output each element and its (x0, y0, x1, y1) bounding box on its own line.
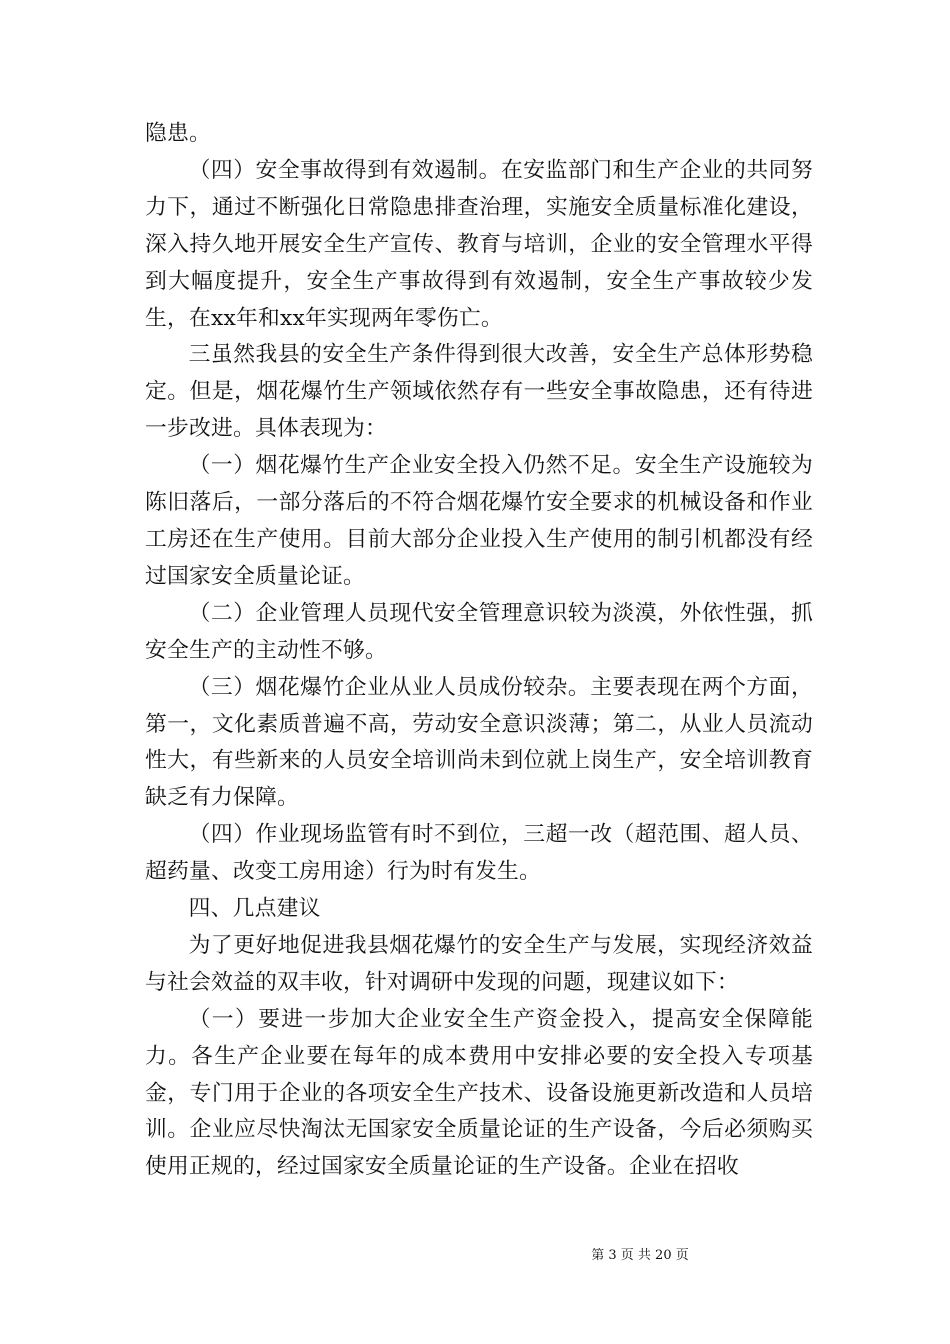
section-heading-suggestions: 四、几点建议 (188, 896, 321, 922)
paragraph-problem-supervision: （四）作业现场监管有时不到位，三超一改（超范围、超人员、超药量、改变工房用途）行为时有发生。 (145, 822, 813, 885)
paragraph-problem-management: （二）企业管理人员现代安全管理意识较为淡漠，外依性强，抓安全生产的主动性不够。 (145, 600, 813, 663)
paragraph-suggestion-investment: （一）要进一步加大企业安全生产资金投入，提高安全保障能力。各生产企业要在每年的成本费用中安排必要的安全投入专项基金，专门用于企业的各项安全生产技术、设备设施更新改造和人员培训。企业应尽快淘汰无国家安全质量论证的生产设备，今后必须购买使用正规的，经过国家安全质量论证的生产设备。企业在招收 (145, 1006, 813, 1180)
paragraph-accidents-contained: （四）安全事故得到有效遏制。在安监部门和生产企业的共同努力下，通过不断强化日常隐患排查治理，实施安全质量标准化建设，深入持久地开展安全生产宣传、教育与培训，企业的安全管理水平得到大幅度提升，安全生产事故得到有效遏制，安全生产事故较少发生，在xx年和xx年实现两年零伤亡。 (145, 157, 813, 331)
page-number: 第 3 页 共 20 页 (591, 1248, 689, 1263)
paragraph-suggestions-intro: 为了更好地促进我县烟花爆竹的安全生产与发展，实现经济效益与社会效益的双丰收，针对调研中发现的问题，现建议如下： (145, 932, 813, 995)
paragraph-hidden-danger-end: 隐患。 (145, 121, 211, 146)
paragraph-problem-personnel: （三）烟花爆竹企业从业人员成份较杂。主要表现在两个方面，第一，文化素质普遍不高，劳动安全意识淡薄；第二，从业人员流动性大，有些新来的人员安全培训尚未到位就上岗生产，安全培训教育缺乏有力保障。 (145, 674, 813, 811)
document-body (145, 116, 813, 1186)
paragraph-problem-investment: （一）烟花爆竹生产企业安全投入仍然不足。安全生产设施较为陈旧落后，一部分落后的不符合烟花爆竹安全要求的机械设备和作业工房还在生产使用。目前大部分企业投入生产使用的制引机都没有经过国家安全质量论证。 (145, 453, 813, 589)
page-footer (0, 1247, 950, 1265)
paragraph-overall-situation: 三虽然我县的安全生产条件得到很大改善，安全生产总体形势稳定。但是，烟花爆竹生产领域依然存有一些安全事故隐患，还有待进一步改进。具体表现为： (145, 342, 813, 442)
